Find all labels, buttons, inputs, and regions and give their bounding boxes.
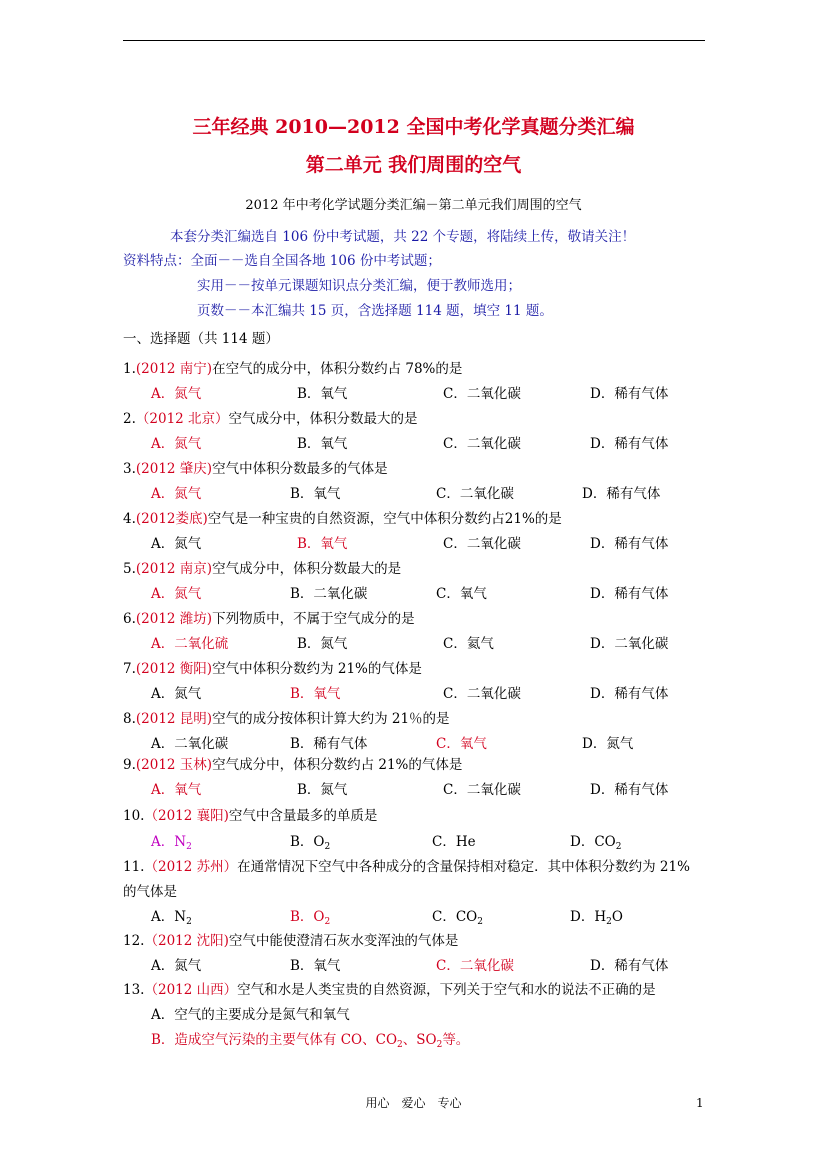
intro-feature-2: 实用－－按单元课题知识点分类汇编，便于教师选用； (197, 278, 521, 294)
q4-option-d: D．稀有气体 (590, 536, 669, 552)
q8-option-a: A．二氧化碳 (151, 736, 229, 752)
q9-option-c: C．二氧化碳 (443, 782, 521, 798)
q11-option-c: C．$CO_2$ (432, 909, 483, 927)
q4-option-c: C．二氧化碳 (443, 536, 521, 552)
q5-option-d: D．稀有气体 (590, 586, 669, 602)
q3-option-c: C．二氧化碳 (436, 486, 514, 502)
q4-option-a: A．氮气 (151, 536, 202, 552)
q6-option-d: D．二氧化碳 (590, 636, 669, 652)
q12-option-a: A．氮气 (151, 958, 202, 974)
q12-option-b: B．氧气 (290, 958, 341, 974)
question-4: 4.(2012娄底)空气是一种宝贵的自然资源，空气中体积分数约占21%的是 (123, 511, 562, 527)
q9-option-a: A．氧气 (151, 782, 202, 798)
q10-option-a: A．$N_2$ (151, 834, 192, 852)
question-7: 7.(2012 衡阳)空气中体积分数约为 21%的气体是 (123, 661, 422, 677)
q2-option-b: B．氧气 (297, 436, 348, 452)
q6-option-a: A．二氧化硫 (151, 636, 229, 652)
q10-option-b: B．$O_2$ (290, 834, 331, 852)
q5-option-c: C．氧气 (436, 586, 487, 602)
q3-option-a: A．氮气 (151, 486, 202, 502)
section-heading: 一、选择题（共 114 题） (123, 331, 279, 347)
q10-option-c: C．He (432, 834, 476, 850)
document-subtitle: 2012 年中考化学试题分类汇编－第二单元我们周围的空气 (245, 198, 582, 213)
q13-option-b: B．造成空气污染的主要气体有 CO、$CO_2$、$SO_2$等。 (151, 1032, 470, 1050)
q8-option-c: C．氧气 (436, 736, 487, 752)
q5-option-b: B．二氧化碳 (290, 586, 368, 602)
q11-option-a: A．$N_2$ (151, 909, 192, 927)
q11-option-b: B．$O_2$ (290, 909, 331, 927)
q3-option-d: D．稀有气体 (582, 486, 661, 502)
q3-option-b: B．氧气 (290, 486, 341, 502)
header-rule (123, 40, 705, 41)
question-11: 11.（2012 苏州）在通常情况下空气中各种成分的含量保持相对稳定．其中体积分数约为 21% (123, 859, 690, 875)
q12-option-d: D．稀有气体 (590, 958, 669, 974)
q2-option-d: D．稀有气体 (590, 436, 669, 452)
intro-feature-3: 页数－－本汇编共 15 页，含选择题 114 题，填空 11 题。 (197, 303, 553, 319)
question-1: 1.(2012 南宁)在空气的成分中，体积分数约占 78%的是 (123, 361, 463, 377)
q8-option-b: B．稀有气体 (290, 736, 368, 752)
q5-option-a: A．氮气 (151, 586, 202, 602)
q7-option-a: A．氮气 (151, 686, 202, 702)
question-6: 6.(2012 潍坊)下列物质中，不属于空气成分的是 (123, 611, 415, 627)
page-footer: 用心 爱心 专心 (365, 1096, 462, 1110)
q8-option-d: D．氮气 (582, 736, 634, 752)
q4-option-b: B．氧气 (297, 536, 348, 552)
q2-option-a: A．氮气 (151, 436, 202, 452)
q2-option-c: C．二氧化碳 (443, 436, 521, 452)
q7-option-d: D．稀有气体 (590, 686, 669, 702)
question-11-continued: 的气体是 (123, 884, 177, 900)
q10-option-d: D．$CO_2$ (570, 834, 622, 852)
intro-notice: 本套分类汇编选自 106 份中考试题，共 22 个专题，将陆续上传，敬请关注！ (170, 229, 636, 245)
q6-option-b: B．氮气 (297, 636, 348, 652)
page-number: 1 (696, 1096, 704, 1110)
q7-option-b: B．氧气 (290, 686, 341, 702)
question-5: 5.(2012 南京)空气成分中，体积分数最大的是 (123, 561, 402, 577)
q11-option-d: D．$H_2O$ (570, 909, 623, 927)
q13-option-a: A．空气的主要成分是氮气和氧气 (151, 1007, 350, 1023)
q1-option-b: B．氧气 (297, 386, 348, 402)
q6-option-c: C．氦气 (443, 636, 494, 652)
question-13: 13.（2012 山西）空气和水是人类宝贵的自然资源，下列关于空气和水的说法不正确的是 (123, 982, 656, 998)
q1-option-a: A．氮气 (151, 386, 202, 402)
question-12: 12.（2012 沈阳)空气中能使澄清石灰水变浑浊的气体是 (123, 933, 459, 949)
question-3: 3.(2012 肇庆)空气中体积分数最多的气体是 (123, 461, 388, 477)
question-9: 9.(2012 玉林)空气成分中，体积分数约占 21%的气体是 (123, 757, 463, 773)
q9-option-b: B．氮气 (297, 782, 348, 798)
question-8: 8.(2012 昆明)空气的成分按体积计算大约为 21％的是 (123, 711, 450, 727)
q1-option-d: D．稀有气体 (590, 386, 669, 402)
q1-option-c: C．二氧化碳 (443, 386, 521, 402)
q12-option-c: C．二氧化碳 (436, 958, 514, 974)
question-2: 2.（2012 北京）空气成分中，体积分数最大的是 (123, 411, 418, 427)
intro-feature-1: 资料特点：全面－－选自全国各地 106 份中考试题； (123, 253, 441, 269)
unit-title: 第二单元 我们周围的空气 (305, 154, 522, 176)
question-10: 10.（2012 襄阳)空气中含量最多的单质是 (123, 808, 378, 824)
q9-option-d: D．稀有气体 (590, 782, 669, 798)
document-title: 三年经典 2010—2012 全国中考化学真题分类汇编 (192, 116, 635, 138)
q7-option-c: C．二氧化碳 (443, 686, 521, 702)
